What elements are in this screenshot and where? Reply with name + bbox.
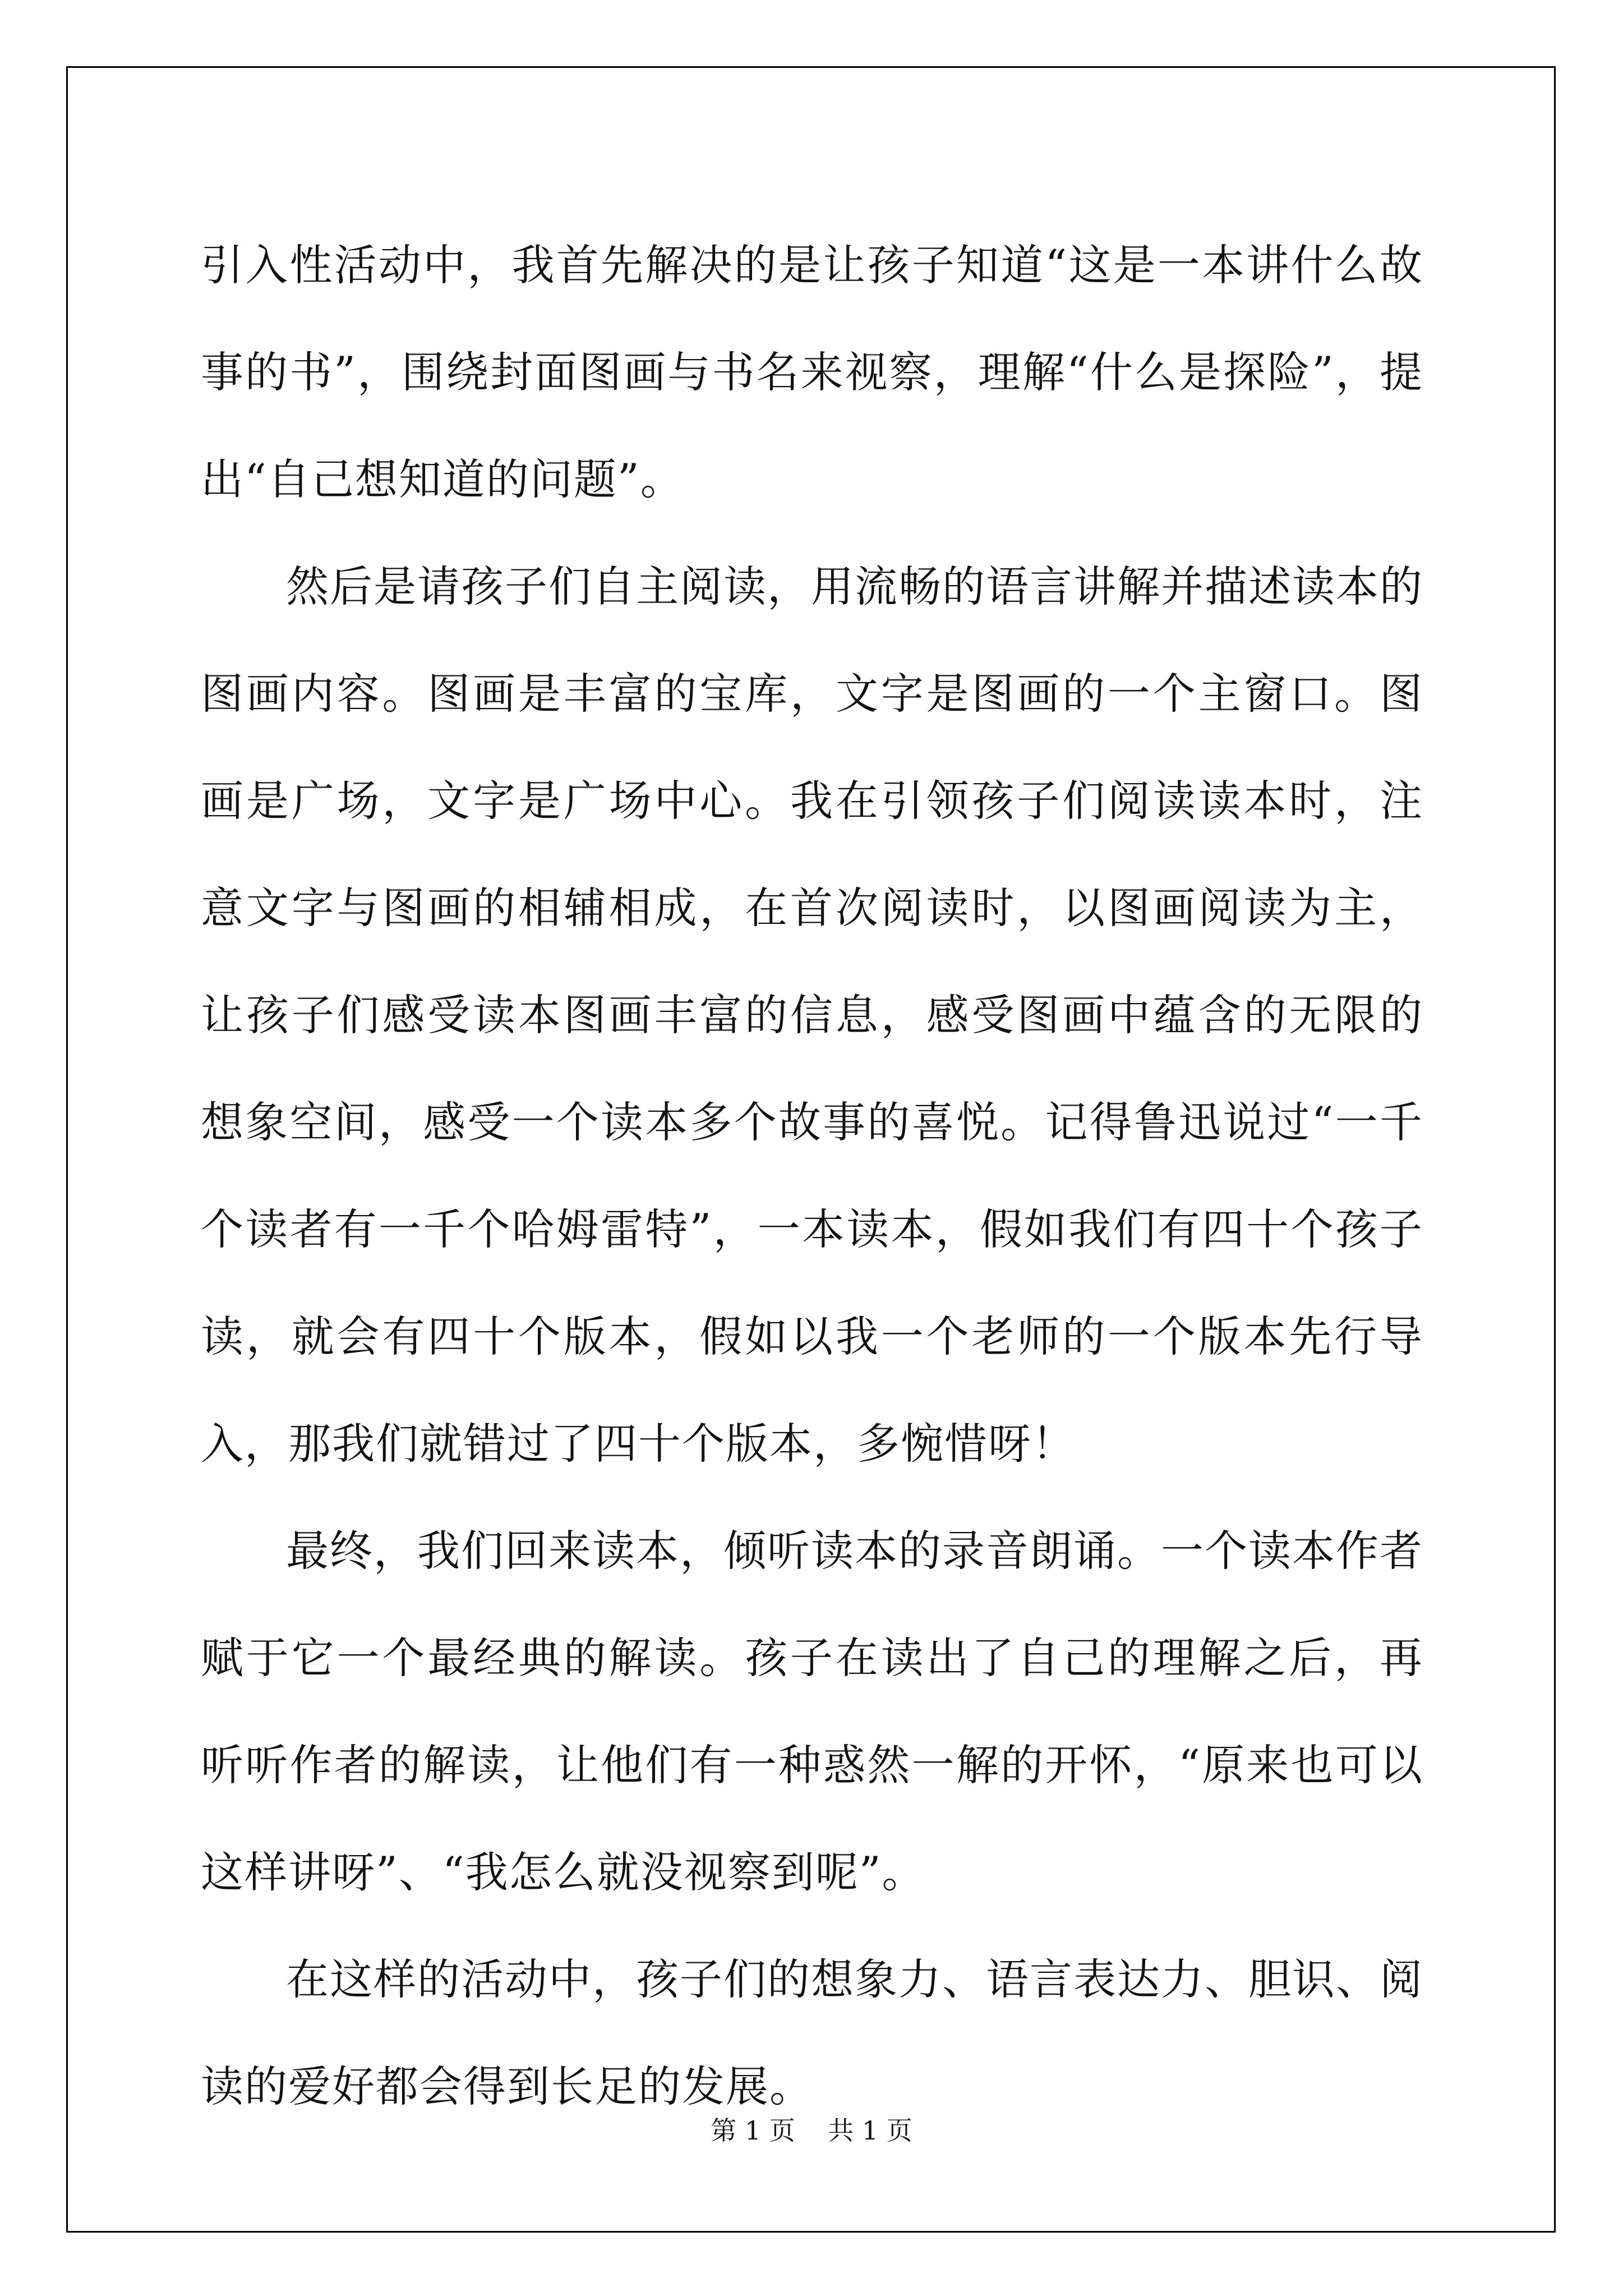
paragraph-4: 在这样的活动中，孩子们的想象力、语言表达力、胆识、阅读的爱好都会得到长足的发展。 bbox=[201, 1954, 1423, 2111]
page-number-label: 第 1 页 共 1 页 bbox=[711, 2115, 912, 2146]
page-footer bbox=[0, 2114, 1623, 2147]
document-body bbox=[201, 211, 1423, 2140]
paragraph-2: 然后是请孩子们自主阅读，用流畅的语言讲解并描述读本的图画内容。图画是丰富的宝库，文字是图画的一个主窗口。图画是广场，文字是广场中心。我在引领孩子们阅读读本时，注意文字与图画的相辅相成，在首次阅读时，以图画阅读为主，让孩子们感受读本图画丰富的信息，感受图画中蕴含的无限的想象空间，感受一个读本多个故事的喜悦。记得鲁迅说过“一千个读者有一千个哈姆雷特”，一本读本，假如我们有四十个孩子读，就会有四十个版本，假如以我一个老师的一个版本先行导入，那我们就错过了四十个版本，多惋惜呀！ bbox=[201, 562, 1423, 1469]
paragraph-1: 引入性活动中，我首先解决的是让孩子知道“这是一本讲什么故事的书”，围绕封面图画与书名来视察，理解“什么是探险”，提出“自己想知道的问题”。 bbox=[201, 240, 1423, 504]
paragraph-3: 最终，我们回来读本，倾听读本的录音朗诵。一个读本作者赋于它一个最经典的解读。孩子在读出了自己的理解之后，再听听作者的解读，让他们有一种惑然一解的开怀，“原来也可以这样讲呀”、“我怎么就没视察到呢”。 bbox=[201, 1526, 1423, 1897]
